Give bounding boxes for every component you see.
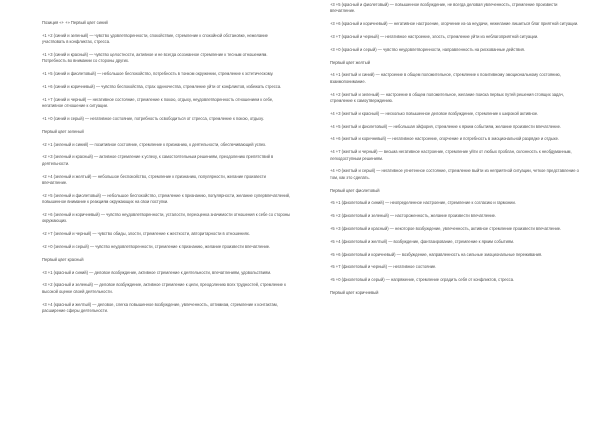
section-heading: Позиция «+ +» Первый цвет синий (42, 20, 108, 25)
paragraph: +4 +6 (желтый и коричневый) — негативное настроение, огорчение и потребность в эмоциональной разрядке и отдыхе. (330, 136, 559, 142)
paragraph: +3 +6 (красный и коричневый) — негативное настроение, огорчение из-за неудачи, нежелание лишиться благ приятной ситуации. (330, 21, 579, 27)
paragraph: +4 +1 (желтый и синий) — настроение в общем положительное, стремление к позитивному эмоциональному состоянию, взаимопонимание. (330, 72, 561, 84)
section-heading: Первый цвет красный (42, 256, 84, 262)
paragraph: +4 +2 (желтый и зеленый) — настроение в общем положительное, желание поиска первых путей решения стоящих задач, стремление к самоутверждению. (330, 91, 564, 103)
paragraph: +2 +4 (зеленый и желтый) — небольшое беспокойство, стремление к признанию, популярности, желание произвести впечатление. (42, 173, 266, 185)
left-column (42, 20, 292, 321)
paragraph: +1 +0 (синий и серый) — негативное состояние, потребность освободиться от стресса, стремление к покою, отдыху. (42, 116, 264, 121)
paragraph: +5 +3 (фиолетовый и красный) — некоторое возбуждение, увлеченность, активное стремление произвести впечатление. (330, 225, 562, 231)
paragraph: +3 +1 (красный и синий) — деловое возбуждение, активное стремление к деятельности, впечатлениям, удовольствиям. (42, 269, 272, 275)
section-heading: Первый цвет желтый (330, 59, 371, 65)
paragraph: +2 +1 (зеленый и синий) — позитивное состояние, стремление к признанию, к деятельности, обеспечивающей успех. (42, 141, 267, 147)
section-heading: Первый цвет зеленый (42, 128, 84, 134)
paragraph: +5 +2 (фиолетовый и зеленый) — настороженность, желание произвести впечатление. (330, 213, 497, 219)
paragraph: +3 +5 (красный и фиолетовый) — повышенное возбуждение, не всегда деловая увлеченность, стремление произвести впечатление. (330, 2, 558, 14)
paragraph: +1 +3 (синий и красный) — чувство целостности, активное и не всегда осознанное стремление к тесным отношениям. Потребность во внимании со стороны других. (42, 52, 268, 64)
paragraph: +5 +4 (фиолетовый и желтый) — возбуждение, фантазирование, стремление к ярким событиям. (330, 238, 515, 244)
paragraph: +3 +2 (красный и зеленый) — деловое возбуждение, активное стремление к цели, преодолению всех трудностей, стремление к высокой оценке своей деятельности. (42, 282, 286, 294)
section-heading: Первый цвет коричневый (330, 289, 379, 295)
paragraph: +3 +0 (красный и серый) — чувство неудовлетворенности, направленность на рискованные действия. (330, 46, 525, 52)
paragraph: +1 +5 (синий и фиолетовый) — небольшое беспокойство, потребность в тонком окружении, стремление к эстетическому. (42, 71, 274, 77)
section-heading: Первый цвет фиолетовый (330, 187, 380, 193)
paragraph: +2 +5 (зеленый и фиолетовый) — небольшое беспокойство, стремление к признанию, популярности, желание супервпечатлений, повышенное внимание к реакциям окружающих на свои поступки. (42, 192, 291, 205)
paragraph: +1 +7 (синий и черный) — негативное состояние, стремление к покою, отдыху, неудовлетворенность отношением к себе, негативное отношение к ситуации. (42, 96, 274, 109)
paragraph: +1 +6 (синий и коричневый) — чувство беспокойства, страх одиночества, стремление уйти от конфликтов, избежать стресса. (42, 84, 282, 89)
paragraph: +4 +3 (желтый и красный) — несколько повышенное деловое возбуждение, стремление к широкой активное. (330, 110, 539, 116)
paragraph: +3 +7 (красный и черный) — негативное настроение, злость, стремление уйти из неблагоприятной ситуации. (330, 34, 539, 39)
paragraph: +4 +7 (желтый и черный) — весьма негативное настроение, стремление уйти от любых проблан, склонность к необдуманным, легкодоступным решениям. (330, 149, 572, 161)
paragraph: +4 +5 (желтый и фиолетовый) — небольшая эйфория, стремление к ярким событиям, желание произвести впечатление. (330, 123, 562, 129)
paragraph: +3 +4 (красный и желтый) — деловое, слегка повышенное возбуждение, увлеченность, оптимизм, стремление к контактам, расширение сферы деятельности. (42, 301, 278, 313)
paragraph: +2 +7 (зеленый и черный) — чувство обиды, злости, стремление к жесткости, авторитарности в отношениях. (42, 231, 250, 237)
paragraph: +5 +1 (фиолетовый и синий) — неопределенное настроение, стремление к согласию и гармонии. (330, 200, 516, 206)
paragraph: +2 +6 (зеленый и коричневый) — чувство неудовлетворенности, усталости, переоценка значимости отношения к себе со стороны окружающих. (42, 212, 291, 224)
paragraph: +5 +6 (фиолетовый и коричневый) — возбуждение, направленность на сильные эмоциональные переживания. (330, 251, 543, 257)
paragraph: +4 +0 (желтый и серый) — негативное угнетенное состояние, стремление выйти из неприятной ситуации, четкое представление о том, как это сделать. (330, 168, 579, 180)
right-column (330, 2, 580, 303)
paragraph: +2 +0 (зеленый и серый) — чувство неудовлетворенности, стремление к признанию, желание произвести впечатление. (42, 244, 271, 249)
paragraph: +1 +2 (синий и зеленый) — чувство удовлетворенности, спокойствие, стремление к спокойной обстановке, нежелание участвовать в конфликтах, стресса. (42, 32, 268, 45)
paragraph: +5 +0 (фиолетовый и серый) — напряжение, стремление оградить себя от конфликтов, стресса. (330, 277, 515, 283)
paragraph: +5 +7 (фиолетовый и черный) — негативное состояние. (330, 264, 437, 270)
paragraph: +2 +3 (зеленый и красный) — активное стремление к успеху, к самостоятельным решениям, преодолению препятствий в деятельности. (42, 154, 274, 166)
